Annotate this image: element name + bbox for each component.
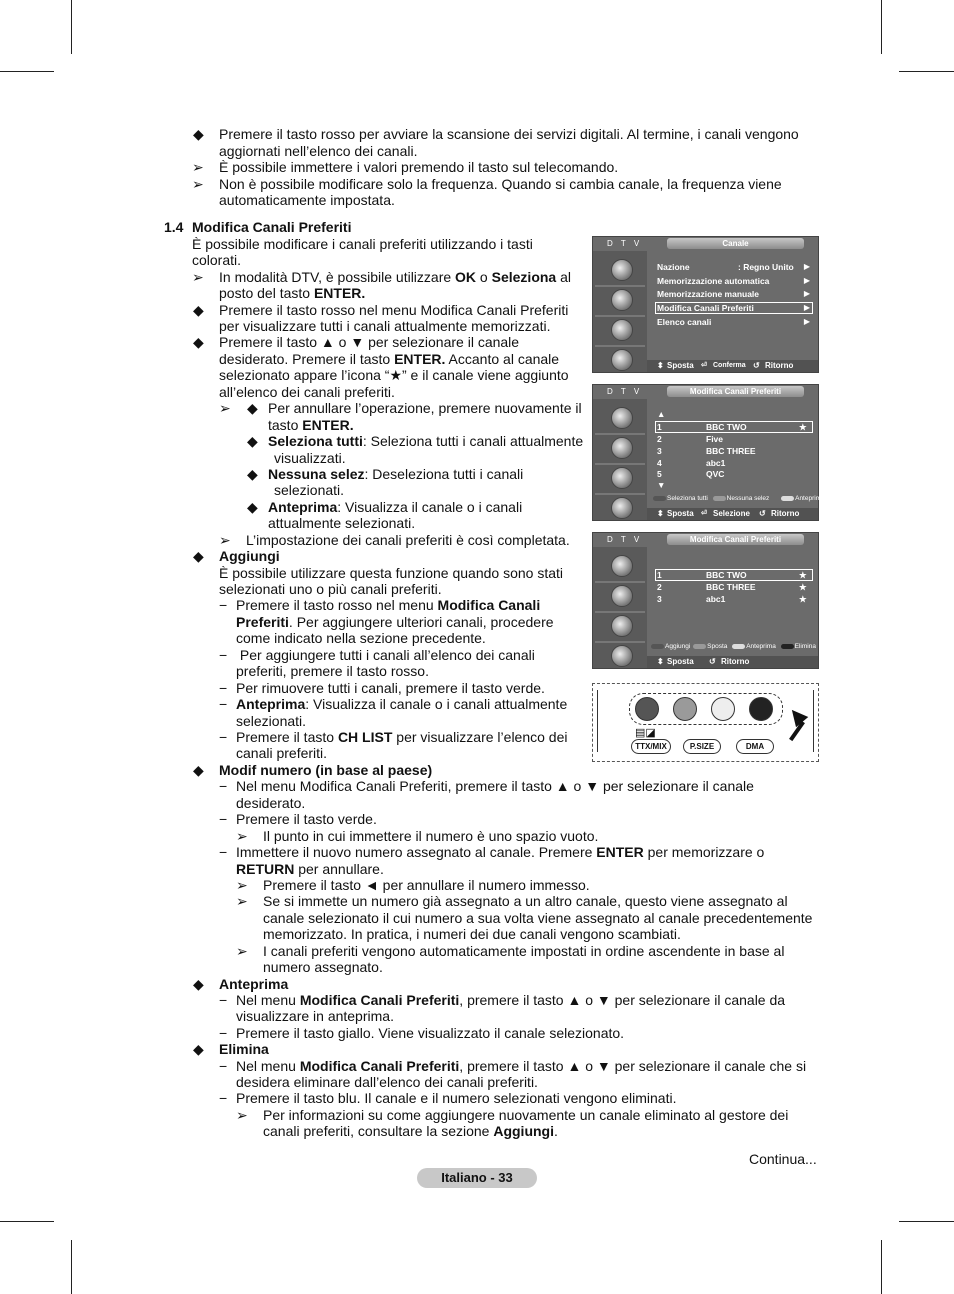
blue-key-icon: [781, 644, 794, 649]
channel-name[interactable]: abc1: [706, 458, 726, 468]
arrow-right-icon: ▶: [803, 289, 810, 298]
screen-footer: [647, 508, 818, 520]
intro-bullet: Premere il tasto rosso per avviare la scansione dei servizi digitali. Al termine, i canali vengono: [219, 126, 799, 142]
yellow-button[interactable]: [711, 697, 735, 721]
arrow-right-icon: ▶: [803, 276, 810, 285]
menu-row[interactable]: Memorizzazione automatica: [657, 276, 770, 286]
color-legend: Aggiungi Sposta Anteprima Elimina: [651, 643, 816, 650]
crop-mark: [71, 1240, 72, 1294]
channel-name[interactable]: abc1: [706, 594, 726, 604]
favorite-star-icon: ★: [799, 422, 807, 432]
note-arrow-icon: ➢: [192, 159, 204, 175]
page-number: Italiano - 33: [417, 1168, 537, 1188]
dtv-label: D T V: [607, 239, 643, 248]
favorite-star-icon: ★: [799, 570, 807, 580]
color-legend: Seleziona tutti Nessuna selez Anteprima: [653, 495, 825, 502]
channel-num: 3: [657, 446, 662, 456]
note-arrow-icon: ➢: [192, 176, 204, 192]
input-icon: [611, 645, 633, 667]
intro-note: È possibile immettere i valori premendo il tasto sul telecomando.: [219, 159, 619, 175]
scroll-down-icon[interactable]: ▼: [657, 480, 666, 490]
tv-screen-canale: [592, 236, 819, 373]
menu-row[interactable]: Memorizzazione manuale: [657, 289, 760, 299]
tv-screen-preferiti: [592, 384, 825, 521]
section-number: 1.4: [164, 219, 184, 235]
screen-title: Modifica Canali Preferiti: [667, 386, 804, 397]
psize-button[interactable]: P.SIZE: [683, 739, 721, 754]
channel-name[interactable]: BBC THREE: [706, 582, 756, 592]
menu-sidebar: [593, 251, 647, 372]
crop-mark: [881, 1240, 882, 1294]
yellow-key-icon: [732, 644, 745, 649]
dtv-label: D T V: [607, 535, 643, 544]
section-title: Modifica Canali Preferiti: [192, 219, 352, 235]
setup-icon: [611, 319, 633, 341]
sound-icon: [611, 585, 633, 607]
remote-control-illustration: [592, 683, 819, 762]
return-icon: ↺: [759, 509, 766, 518]
channel-name[interactable]: QVC: [706, 469, 725, 479]
dma-button[interactable]: DMA: [736, 739, 774, 754]
enter-icon: ⏎: [701, 510, 707, 517]
sound-icon: [611, 289, 633, 311]
intro-note: Non è possibile modificare solo la frequenza. Quando si cambia canale, la frequenza viene: [219, 176, 782, 192]
arrow-right-icon: ▶: [803, 317, 810, 326]
screen-footer: [647, 656, 818, 668]
picture-icon: [611, 259, 633, 281]
channel-num: 4: [657, 458, 662, 468]
footer-back: Ritorno: [771, 509, 800, 518]
bullet-icon: ◆: [193, 126, 204, 142]
crop-mark: [899, 1221, 954, 1222]
crop-mark: [881, 0, 882, 54]
channel-num: 1: [657, 422, 662, 432]
footer-ok: Selezione: [713, 509, 750, 518]
yellow-key-icon: [781, 496, 794, 501]
favorite-star-icon: ★: [799, 582, 807, 592]
crop-mark: [899, 71, 954, 72]
channel-num: 2: [657, 434, 662, 444]
channel-num: 1: [657, 570, 662, 580]
pointer-arrow-icon: [786, 705, 809, 728]
picture-icon: [611, 555, 633, 577]
scroll-up-icon[interactable]: ▲: [657, 409, 666, 419]
input-icon: [611, 349, 633, 371]
menu-row[interactable]: Nazione: [657, 262, 690, 272]
menu-sidebar: [593, 399, 647, 520]
green-button[interactable]: [673, 697, 697, 721]
menu-row[interactable]: Elenco canali: [657, 317, 712, 327]
channel-name[interactable]: Five: [706, 434, 724, 444]
tv-screen-preferiti-list: [592, 532, 819, 669]
intro-note-cont: automaticamente impostata.: [219, 192, 395, 208]
arrow-right-icon: ▶: [803, 262, 810, 271]
red-button[interactable]: [635, 697, 659, 721]
setup-icon: [611, 467, 633, 489]
channel-num: 2: [657, 582, 662, 592]
updown-icon: ⬍: [657, 657, 664, 666]
green-key-icon: [693, 644, 706, 649]
footer-ok: Conferma: [713, 362, 746, 369]
setup-icon: [611, 615, 633, 637]
red-key-icon: [651, 644, 664, 649]
sound-icon: [611, 437, 633, 459]
footer-move: Sposta: [667, 361, 694, 370]
channel-num: 5: [657, 469, 662, 479]
crop-mark: [0, 71, 54, 72]
enter-icon: ⏎: [701, 362, 707, 369]
return-icon: ↺: [709, 657, 716, 666]
return-icon: ↺: [753, 361, 760, 370]
crop-mark: [0, 1221, 54, 1222]
updown-icon: ⬍: [657, 509, 664, 518]
menu-sidebar: [593, 547, 647, 668]
green-key-icon: [713, 496, 726, 501]
continua-text: Continua...: [749, 1151, 817, 1167]
red-key-icon: [653, 496, 666, 501]
screen-title: Modifica Canali Preferiti: [667, 534, 804, 545]
footer-move: Sposta: [667, 509, 694, 518]
ttx-mix-button[interactable]: TTX/MIX: [631, 739, 671, 754]
channel-name[interactable]: BBC TWO: [706, 422, 747, 432]
dtv-label: D T V: [607, 387, 643, 396]
channel-name[interactable]: BBC THREE: [706, 446, 756, 456]
teletext-icon: ▤◪: [635, 727, 656, 739]
blue-button[interactable]: [749, 697, 773, 721]
arrow-right-icon: ▶: [803, 303, 810, 312]
favorite-star-icon: ★: [799, 594, 807, 604]
menu-row-value: : Regno Unito: [738, 262, 794, 272]
footer-back: Ritorno: [765, 361, 794, 370]
menu-row-selected[interactable]: Modifica Canali Preferiti: [657, 303, 754, 313]
intro-bullet-cont: aggiornati nell’elenco dei canali.: [219, 143, 418, 159]
screen-footer: [647, 360, 818, 372]
footer-back: Ritorno: [721, 657, 750, 666]
footer-move: Sposta: [667, 657, 694, 666]
screen-title: Canale: [667, 238, 804, 249]
crop-mark: [71, 0, 72, 54]
channel-name[interactable]: BBC TWO: [706, 570, 747, 580]
updown-icon: ⬍: [657, 361, 664, 370]
channel-num: 3: [657, 594, 662, 604]
input-icon: [611, 497, 633, 519]
picture-icon: [611, 407, 633, 429]
